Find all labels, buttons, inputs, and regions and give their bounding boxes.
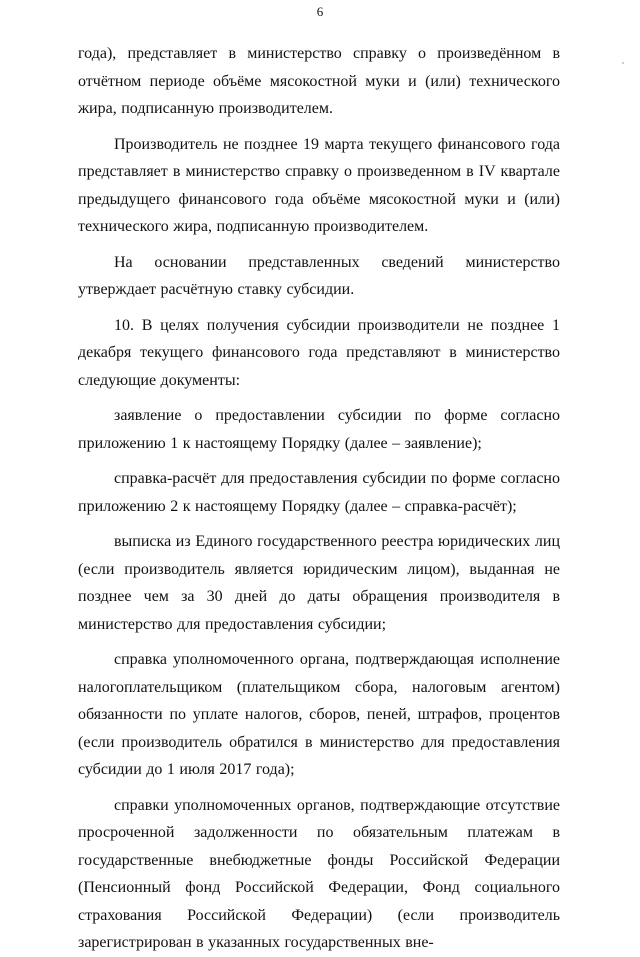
scan-speck <box>622 62 624 64</box>
paragraph-item-10: 10. В целях получения субсидии производители не позднее 1 декабря текущего финансового года представляют в министерство следующие документы: <box>78 316 560 389</box>
list-item-calculation: справка-расчёт для предоставления субсидии по форме согласно приложению 2 к настоящему Порядку (далее – справка-расчёт); <box>78 470 560 515</box>
paragraph-continuation: года), представляет в министерство справку о произведённом в отчётном периоде объёме мясокостной муки и (или) технического жира, подписанную производителем. <box>78 45 560 117</box>
list-item-funds-certificates: справки уполномоченных органов, подтверждающие отсутствие просроченной задолженности по обязательным платежам в государственные внебюджетные фонды Российской Федерации (Пенсионный фонд Российской Федерации, Фонд социального страхования Российской Федерации) (если производитель зарегистрирован в указанных государственных вне- <box>78 796 560 951</box>
document-body <box>78 40 560 957</box>
page-number: 6 <box>316 4 324 19</box>
paragraph-march-report: Производитель не позднее 19 марта текущего финансового года представляет в министерство справку о произведенном в IV квартале предыдущего финансового года объёме мясокостной муки и (или) технического жира, подписанную производителем. <box>78 135 560 235</box>
list-item-registry-extract: выписка из Единого государственного реестра юридических лиц (если производитель является юридическим лицом), выданная не позднее чем за 30 дней до даты обращения производителя в министерство для предоставления субсидии; <box>78 533 560 633</box>
paragraph-rate-approval: На основании представленных сведений министерство утверждает расчётную ставку субсидии. <box>78 253 560 298</box>
list-item-application: заявление о предоставлении субсидии по форме согласно приложению 1 к настоящему Порядку (далее – заявление); <box>78 407 560 452</box>
list-item-tax-certificate: справка уполномоченного органа, подтверждающая исполнение налогоплательщиком (плательщиком сбора, налоговым агентом) обязанности по уплате налогов, сборов, пеней, штрафов, процентов (если производитель обратился в министерство для предоставления субсидии до 1 июля 2017 года); <box>78 651 560 778</box>
